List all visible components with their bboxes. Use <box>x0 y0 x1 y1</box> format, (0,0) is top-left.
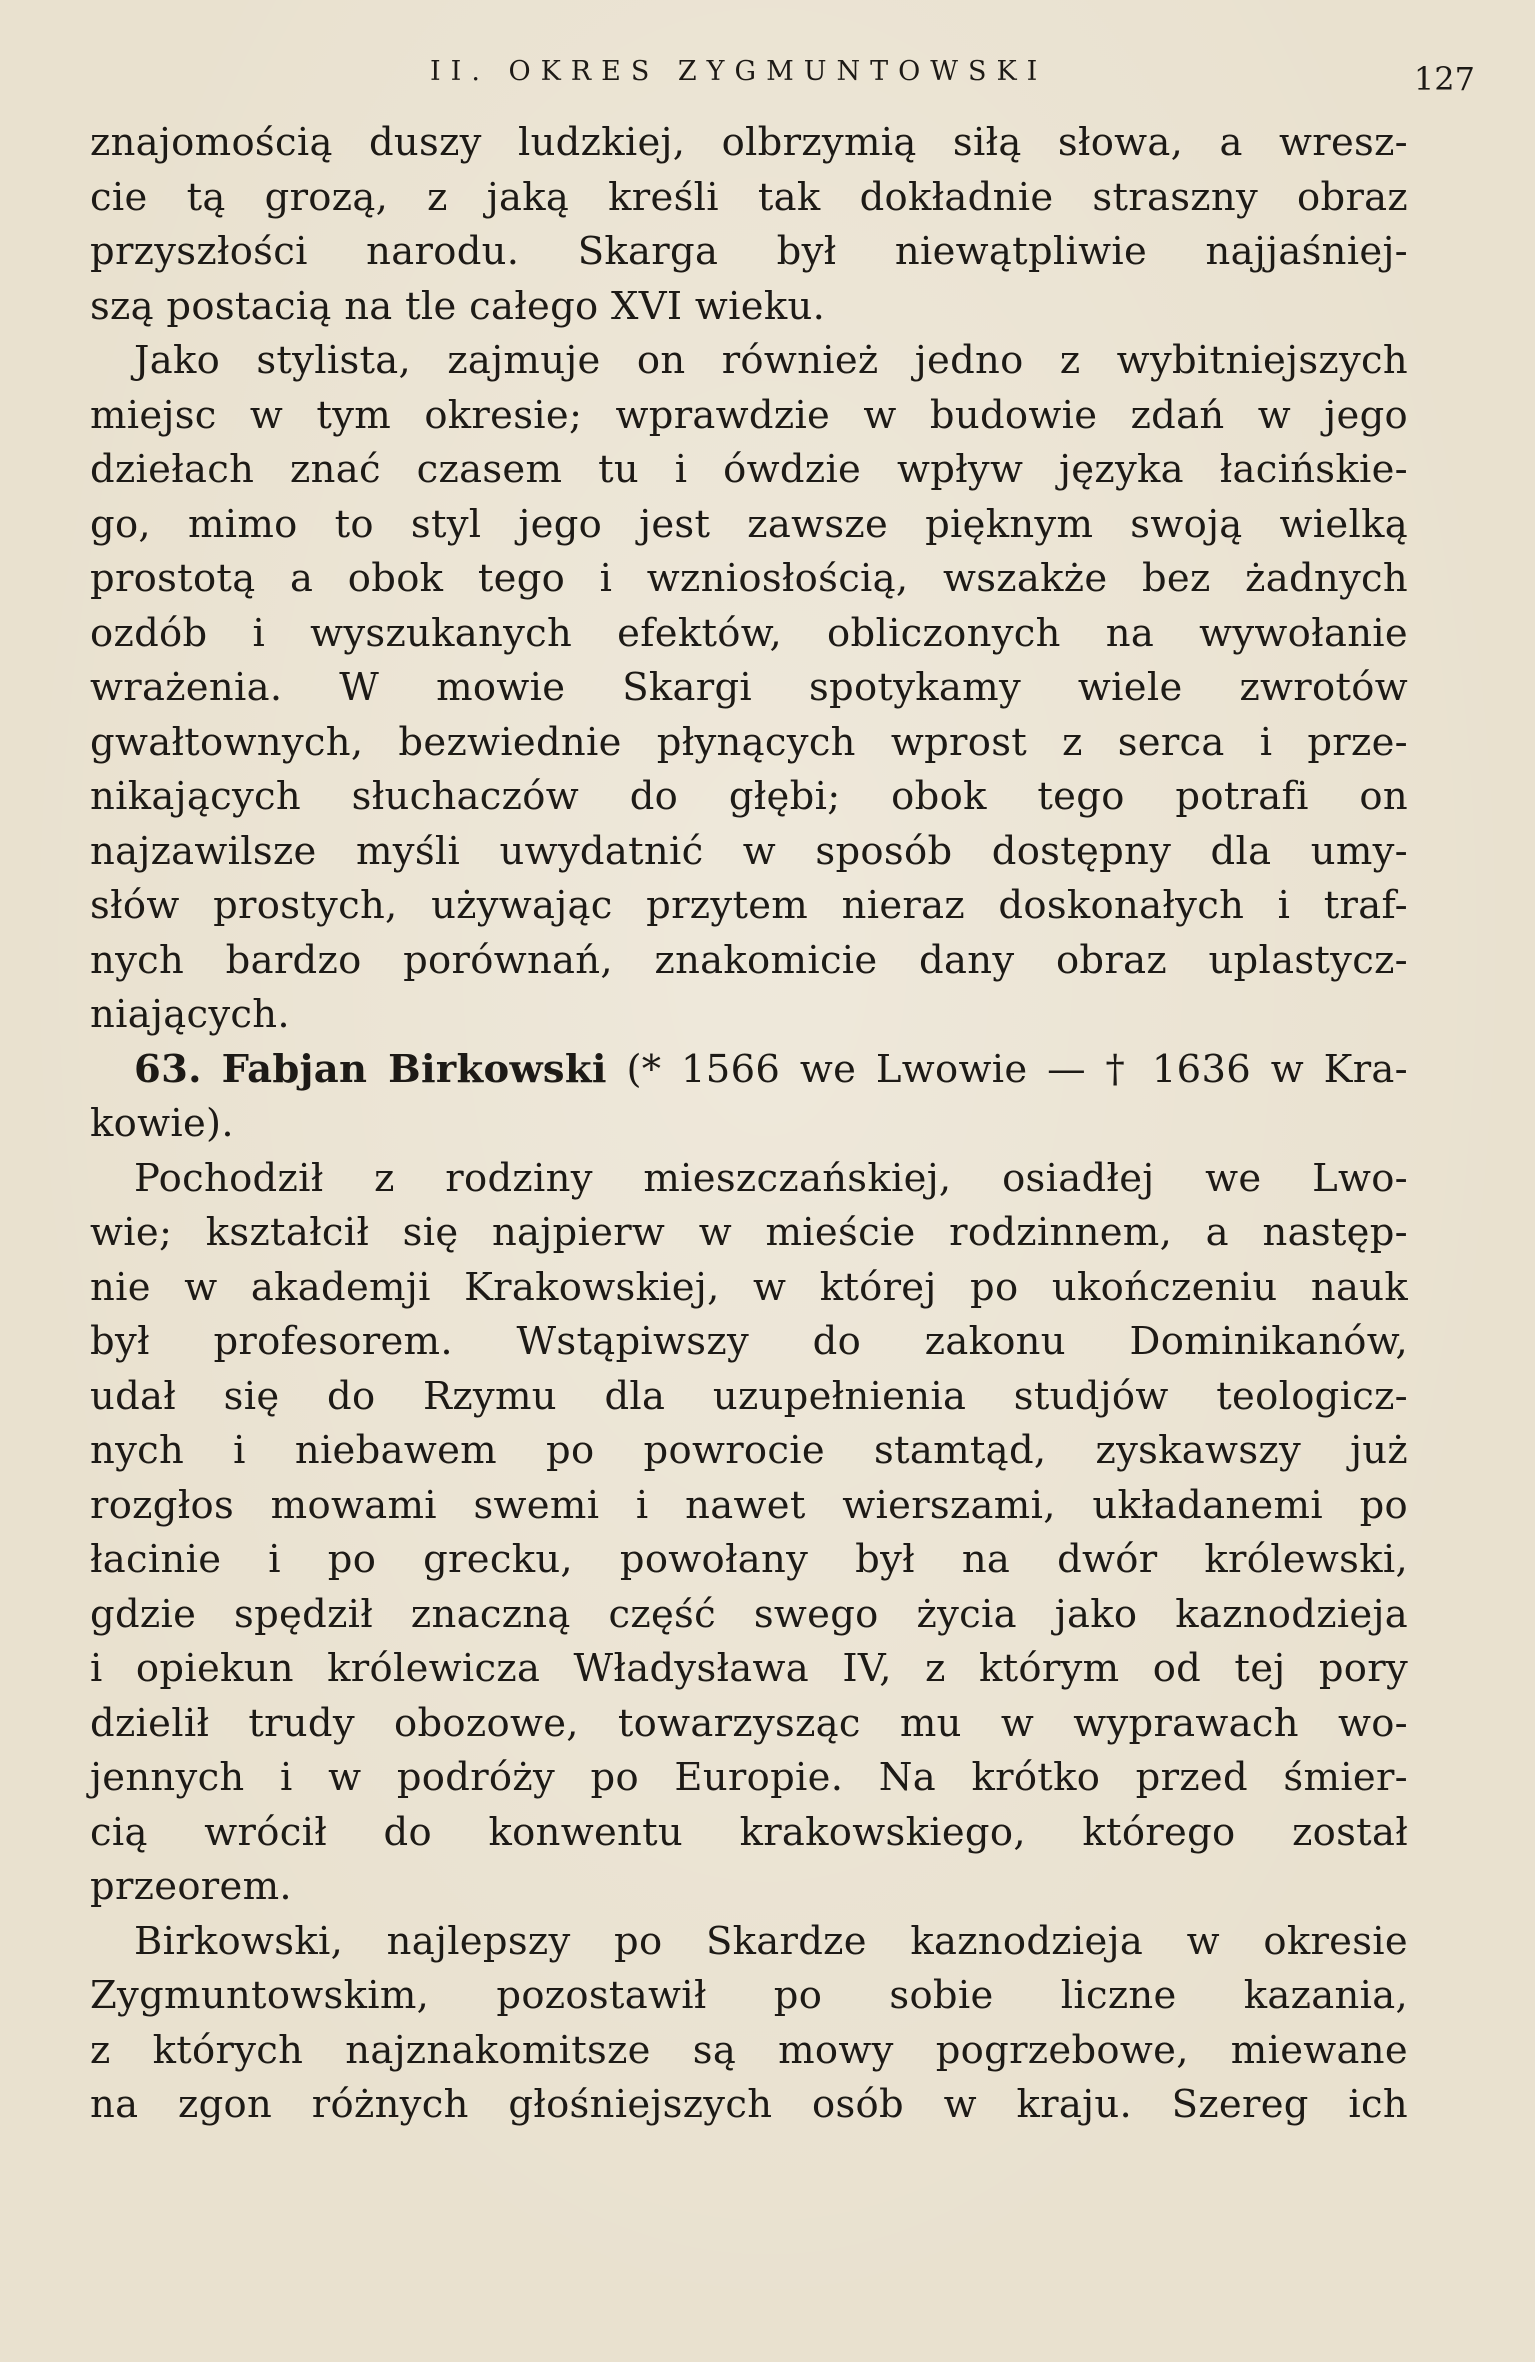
text-line: dzielił trudy obozowe, towarzysząc mu w wyprawach wo- <box>90 1700 1408 1746</box>
text-line: Zygmuntowskim, pozostawił po sobie liczne kazania, <box>90 1973 1408 2018</box>
text-line: go, mimo to styl jego jest zawsze pięknym swoją wielką <box>90 501 1408 547</box>
text-line: znajomością duszy ludzkiej, olbrzymią siłą słowa, a wresz- <box>90 120 1408 165</box>
text-line: Jako stylista, zajmuje on również jedno z wybitniejszych <box>134 338 1408 383</box>
section-heading-line <box>90 1043 1408 1098</box>
text-line: Birkowski, najlepszy po Skardze kaznodzieja w okresie <box>134 1918 1408 1964</box>
text-line: rozgłos mowami swemi i nawet wierszami, układanemi po <box>90 1482 1408 1528</box>
text-line: przyszłości narodu. Skarga był niewątpliwie najjaśniej- <box>90 229 1408 274</box>
text-line: gdzie spędził znaczną część swego życia jako kaznodzieja <box>90 1591 1408 1637</box>
text-line: nych bardzo porównań, znakomicie dany obraz uplastycz- <box>90 937 1408 983</box>
text-line: był profesorem. Wstąpiwszy do zakonu Dominikanów, <box>90 1319 1408 1364</box>
text-line: niających. <box>90 992 290 1037</box>
section-author-name: Fabjan Birkowski <box>221 1046 607 1092</box>
running-title: II. OKRES ZYGMUNTOWSKI <box>430 56 1048 87</box>
page-number: 127 <box>1413 60 1475 98</box>
text-line: cie tą grozą, z jaką kreśli tak dokładnie straszny obraz <box>90 174 1408 220</box>
section-heading <box>90 1043 1408 1152</box>
text-line: gwałtownych, bezwiednie płynących wprost z serca i prze- <box>90 719 1408 765</box>
text-line: słów prostych, używając przytem nieraz doskonałych i traf- <box>90 883 1408 928</box>
text-line: najzawilsze myśli uwydatnić w sposób dostępny dla umy- <box>90 828 1408 874</box>
section-number: 63. <box>134 1046 202 1092</box>
text-line: wrażenia. W mowie Skargi spotykamy wiele zwrotów <box>90 665 1408 710</box>
text-line: dziełach znać czasem tu i ówdzie wpływ języka łacińskie- <box>90 447 1408 492</box>
text-line: jennych i w podróży po Europie. Na krótko przed śmier- <box>90 1755 1408 1800</box>
text-line: nych i niebawem po powrocie stamtąd, zyskawszy już <box>90 1428 1408 1473</box>
paragraph-4 <box>90 1915 1408 2133</box>
section-dates: (* 1566 we Lwowie — † 1636 w Kra- <box>626 1046 1408 1092</box>
text-line: szą postacią na tle całego XVI wieku. <box>90 283 826 329</box>
text-line: cią wrócił do konwentu krakowskiego, którego został <box>90 1809 1408 1855</box>
text-line: udał się do Rzymu dla uzupełnienia studjów teologicz- <box>90 1373 1408 1419</box>
paragraph-1 <box>90 116 1408 334</box>
text-line: i opiekun królewicza Władysława IV, z którym od tej pory <box>90 1646 1408 1691</box>
paragraph-2 <box>90 334 1408 1043</box>
text-line: przeorem. <box>90 1864 292 1909</box>
text-line: Pochodził z rodziny mieszczańskiej, osiadłej we Lwo- <box>134 1155 1408 1201</box>
text-line: łacinie i po grecku, powołany był na dwór królewski, <box>90 1537 1408 1582</box>
text-line: na zgon różnych głośniejszych osób w kraju. Szereg ich <box>90 2082 1408 2127</box>
text-line: nie w akademji Krakowskiej, w której po ukończeniu nauk <box>90 1264 1408 1310</box>
text-line: ozdób i wyszukanych efektów, obliczonych na wywołanie <box>90 610 1408 656</box>
text-line: prostotą a obok tego i wzniosłością, wszakże bez żadnych <box>90 556 1408 601</box>
body-text <box>90 116 1408 2133</box>
page-header <box>90 56 1475 106</box>
text-line: miejsc w tym okresie; wprawdzie w budowie zdań w jego <box>90 392 1408 438</box>
text-line: nikających słuchaczów do głębi; obok tego potrafi on <box>90 774 1408 819</box>
text-line: z których najznakomitsze są mowy pogrzebowe, miewane <box>90 2027 1408 2073</box>
text-line: kowie). <box>90 1101 234 1146</box>
text-line: wie; kształcił się najpierw w mieście rodzinnem, a następ- <box>90 1210 1408 1255</box>
paragraph-3 <box>90 1152 1408 1915</box>
